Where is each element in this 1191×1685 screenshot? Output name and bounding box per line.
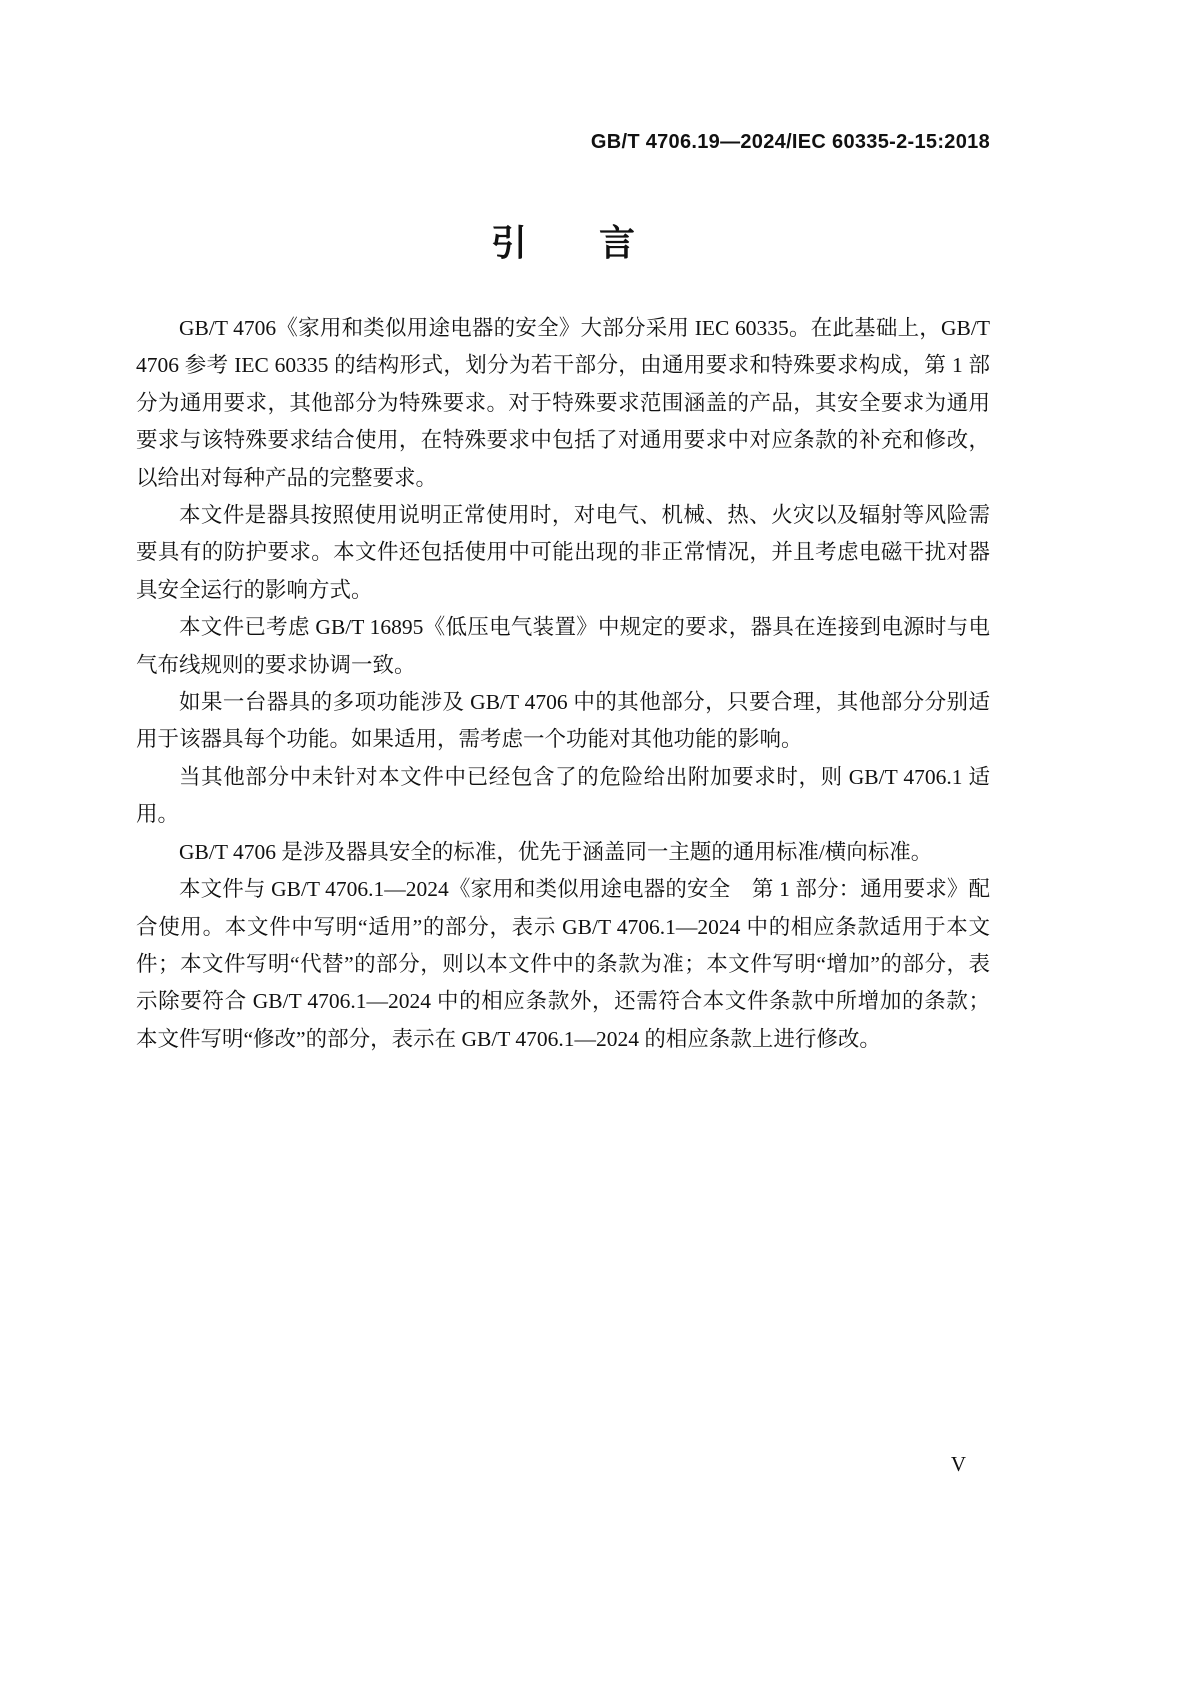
page-title: 引 言 bbox=[490, 223, 635, 263]
standard-number-header: GB/T 4706.19—2024/IEC 60335-2-15:2018 bbox=[590, 131, 990, 153]
introduction-body bbox=[136, 310, 990, 1058]
paragraph: 如果一台器具的多项功能涉及 GB/T 4706 中的其他部分，只要合理，其他部分分别适用于该器具每个功能。如果适用，需考虑一个功能对其他功能的影响。 bbox=[136, 690, 990, 752]
page-number: V bbox=[950, 1452, 966, 1476]
paragraph: GB/T 4706《家用和类似用途电器的安全》大部分采用 IEC 60335。在此基础上，GB/T 4706 参考 IEC 60335 的结构形式，划分为若干部分，由通用要求和特殊要求构成，第 1 部分为通用要求，其他部分为特殊要求。对于特殊要求范围涵盖的产品，其安全要求为通用要求与该特殊要求结合使用，在特殊要求中包括了对通用要求中对应条款的补充和修改，以给出对每种产品的完整要求。 bbox=[136, 316, 990, 490]
paragraph: 本文件已考虑 GB/T 16895《低压电气装置》中规定的要求，器具在连接到电源时与电气布线规则的要求协调一致。 bbox=[136, 615, 990, 677]
paragraph: 当其他部分中未针对本文件中已经包含了的危险给出附加要求时，则 GB/T 4706.1 适用。 bbox=[136, 764, 990, 827]
paragraph: 本文件是器具按照使用说明正常使用时，对电气、机械、热、火灾以及辐射等风险需要具有的防护要求。本文件还包括使用中可能出现的非正常情况，并且考虑电磁干扰对器具安全运行的影响方式。 bbox=[136, 503, 990, 602]
paragraph: 本文件与 GB/T 4706.1—2024《家用和类似用途电器的安全 第 1 部分：通用要求》配合使用。本文件中写明“适用”的部分，表示 GB/T 4706.1—2024 中的相应条款适用于本文件；本文件写明“代替”的部分，则以本文件中的条款为准；本文件写明“增加”的部分，表示除要符合 GB/T 4706.1—2024 中的相应条款外，还需符合本文件条款中所增加的条款；本文件写明“修改”的部分，表示在 GB/T 4706.1—2024 的相应条款上进行修改。 bbox=[136, 877, 990, 1051]
paragraph: GB/T 4706 是涉及器具安全的标准，优先于涵盖同一主题的通用标准/横向标准。 bbox=[179, 839, 933, 864]
